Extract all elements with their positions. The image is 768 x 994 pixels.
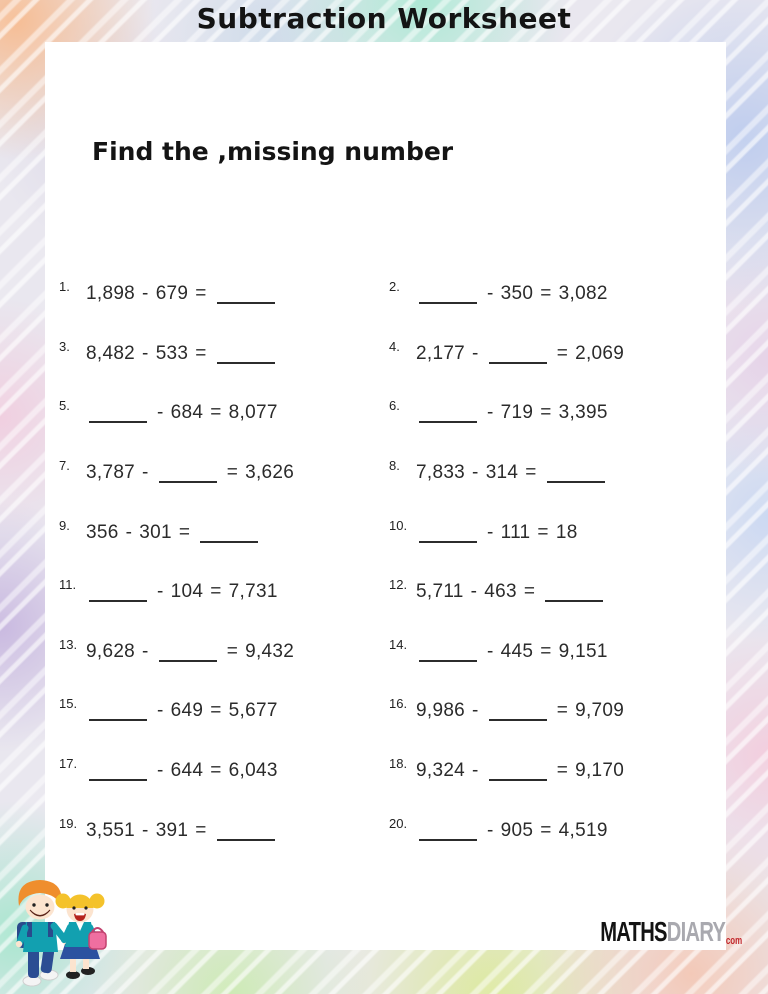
operator: - (157, 581, 164, 603)
term: 1,898 (86, 283, 136, 305)
instruction-heading: Find the ,missing number (92, 137, 454, 166)
operator: - (472, 342, 479, 364)
term: 9,151 (558, 640, 608, 662)
term: 5,711 (416, 581, 464, 603)
term: 3,626 (245, 462, 295, 484)
operator: = (525, 462, 537, 484)
equation (86, 755, 278, 782)
operator: = (537, 521, 549, 543)
problem-number: 12. (389, 577, 408, 593)
term: 679 (155, 283, 189, 305)
equation (416, 517, 578, 544)
problem-item (385, 322, 726, 382)
equation (86, 815, 278, 842)
problem-number: 9. (59, 517, 70, 533)
term: 350 (500, 283, 534, 305)
problem-number: 18. (389, 756, 408, 772)
equation (416, 457, 608, 484)
problem-number: 3. (59, 338, 70, 354)
equation (416, 576, 606, 603)
operator: = (540, 402, 552, 424)
operator: = (540, 640, 552, 662)
problem-number: 2. (389, 279, 400, 295)
operator: = (556, 700, 569, 722)
problem-item (385, 441, 726, 501)
answer-blank (217, 343, 275, 364)
problem-number: 10. (389, 517, 408, 533)
operator: - (142, 819, 149, 841)
term: 356 (86, 521, 119, 543)
operator: = (210, 581, 222, 603)
operator: - (142, 640, 149, 662)
operator: - (472, 760, 479, 782)
problem-number: 5. (59, 398, 70, 414)
problem-item (45, 739, 385, 799)
answer-blank (89, 760, 147, 781)
operator: = (195, 342, 207, 364)
operator: - (487, 521, 494, 543)
operator: - (142, 462, 149, 484)
operator: - (472, 700, 479, 722)
equation (416, 278, 608, 305)
operator: - (142, 283, 149, 305)
operator: - (487, 402, 494, 424)
operator: = (210, 760, 222, 782)
term: 8,482 (86, 342, 136, 364)
problem-number: 7. (59, 458, 70, 474)
operator: - (470, 581, 478, 603)
problem-item (385, 262, 726, 322)
problem-item (385, 739, 726, 799)
equation (86, 636, 294, 663)
term: 2,069 (575, 342, 625, 364)
term: 9,324 (416, 760, 466, 782)
operator: = (540, 819, 552, 841)
equation (416, 397, 608, 424)
answer-blank (89, 700, 147, 721)
operator: = (556, 760, 569, 782)
answer-blank (545, 581, 603, 602)
term: 9,170 (575, 760, 625, 782)
problem-item (45, 620, 385, 680)
operator: - (487, 283, 494, 305)
equation (86, 695, 278, 722)
operator: = (210, 402, 222, 424)
problem-number: 19. (59, 815, 78, 831)
answer-blank (489, 343, 547, 364)
worksheet-panel (45, 42, 726, 950)
problem-number: 16. (389, 696, 408, 712)
problem-item (45, 679, 385, 739)
page-title: Subtraction Worksheet (196, 2, 572, 35)
term: 7,731 (228, 581, 278, 603)
problem-item (385, 798, 726, 858)
problem-item (45, 381, 385, 441)
answer-blank (419, 522, 477, 543)
problem-number: 13. (59, 636, 78, 652)
problem-item (45, 560, 385, 620)
brand-logo (600, 916, 742, 948)
answer-blank (489, 760, 547, 781)
term: 3,787 (86, 462, 136, 484)
answer-blank (217, 820, 275, 841)
operator: - (487, 640, 494, 662)
term: 9,432 (245, 640, 295, 662)
term: 3,395 (558, 402, 608, 424)
problem-number: 6. (389, 398, 400, 414)
term: 684 (170, 402, 204, 424)
problem-number: 4. (389, 338, 400, 354)
problem-number: 20. (389, 815, 408, 831)
operator: = (556, 342, 569, 364)
answer-blank (419, 402, 477, 423)
problem-item (385, 620, 726, 680)
answer-blank (217, 283, 275, 304)
answer-blank (419, 283, 477, 304)
equation (86, 457, 294, 484)
operator: - (157, 700, 164, 722)
term: 301 (139, 521, 172, 543)
answer-blank (200, 522, 258, 543)
problem-number: 15. (59, 696, 78, 712)
problem-item (45, 798, 385, 858)
equation (86, 517, 261, 544)
equation (416, 636, 608, 663)
problem-number: 1. (59, 279, 70, 295)
brand-logo-maths: MATHS (600, 916, 667, 947)
operator: = (195, 283, 207, 305)
answer-blank (489, 700, 547, 721)
operator: - (157, 760, 164, 782)
problem-number: 11. (59, 577, 77, 593)
term: 649 (170, 700, 204, 722)
equation (416, 815, 608, 842)
term: 8,077 (228, 402, 278, 424)
answer-blank (419, 820, 477, 841)
term: 905 (500, 819, 534, 841)
operator: = (523, 581, 536, 603)
operator: = (195, 819, 207, 841)
term: 391 (155, 819, 189, 841)
operator: = (178, 521, 191, 543)
answer-blank (159, 641, 217, 662)
term: 463 (484, 581, 517, 603)
term: 3,551 (86, 819, 136, 841)
term: 111 (500, 521, 531, 543)
equation (416, 755, 624, 782)
problem-item (45, 262, 385, 322)
term: 5,677 (228, 700, 278, 722)
problem-item (385, 679, 726, 739)
kids-illustration (2, 872, 114, 994)
answer-blank (419, 641, 477, 662)
operator: = (540, 283, 552, 305)
operator: - (142, 342, 149, 364)
term: 9,986 (416, 700, 466, 722)
problem-item (45, 441, 385, 501)
brand-logo-diary: DIARY (666, 916, 725, 947)
answer-blank (89, 581, 147, 602)
problem-item (385, 381, 726, 441)
term: 4,519 (558, 819, 608, 841)
operator: - (487, 819, 494, 841)
operator: = (226, 462, 239, 484)
equation (416, 338, 624, 365)
term: 6,043 (228, 760, 278, 782)
problem-number: 17. (59, 756, 78, 772)
answer-blank (159, 462, 217, 483)
operator: - (125, 521, 133, 543)
term: 3,082 (558, 283, 608, 305)
term: 9,709 (575, 700, 625, 722)
equation (416, 695, 624, 722)
problem-item (45, 500, 385, 560)
term: 445 (500, 640, 534, 662)
operator: = (226, 640, 239, 662)
problem-number: 8. (389, 458, 400, 474)
term: 9,628 (86, 640, 136, 662)
brand-logo-tld: com (725, 935, 742, 947)
term: 18 (555, 521, 578, 543)
term: 7,833 (416, 462, 466, 484)
term: 533 (155, 342, 189, 364)
equation (86, 278, 278, 305)
answer-blank (547, 462, 605, 483)
girl-figure (56, 894, 107, 980)
problem-number: 14. (389, 636, 408, 652)
equation (86, 576, 278, 603)
problems-grid (45, 262, 726, 858)
problem-item (45, 322, 385, 382)
problem-item (385, 500, 726, 560)
term: 719 (500, 402, 534, 424)
problem-item (385, 560, 726, 620)
answer-blank (89, 402, 147, 423)
term: 2,177 (416, 342, 466, 364)
term: 314 (485, 462, 519, 484)
operator: = (210, 700, 222, 722)
equation (86, 338, 278, 365)
equation (86, 397, 278, 424)
operator: - (157, 402, 164, 424)
term: 644 (170, 760, 204, 782)
operator: - (472, 462, 479, 484)
term: 104 (170, 581, 204, 603)
